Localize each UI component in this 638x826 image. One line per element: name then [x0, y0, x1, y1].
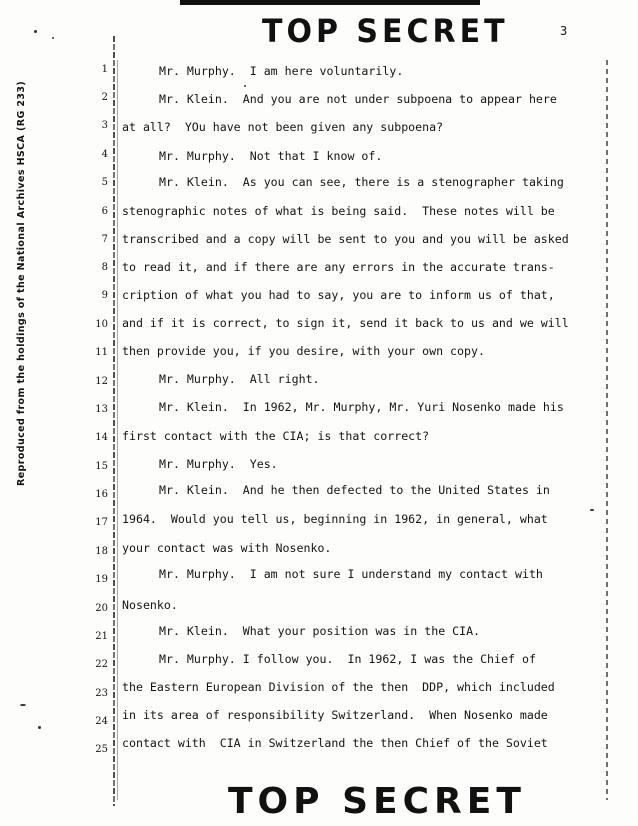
line-number: 12: [95, 376, 108, 387]
transcript-line: cription of what you had to say, you are to inform us of that,: [122, 288, 555, 302]
line-number: 6: [101, 206, 108, 217]
line-number: 24: [95, 716, 108, 727]
line-number: 7: [101, 234, 108, 245]
transcript-line: stenographic notes of what is being said. These notes will be: [122, 204, 555, 218]
scan-speck: [38, 726, 41, 729]
transcript-line: contact with CIA in Switzerland the then Chief of the Soviet: [122, 736, 548, 750]
line-number: 11: [95, 347, 108, 358]
top-secret-stamp-header: TOP SECRET: [262, 12, 509, 51]
archive-side-note: Reproduced from the holdings of the National Archives HSCA (RG 233): [16, 80, 27, 486]
line-number: 14: [95, 432, 108, 443]
line-number: 15: [95, 461, 108, 472]
transcript-line: Mr. Klein. As you can see, there is a stenographer taking: [159, 175, 564, 189]
transcript-line: then provide you, if you desire, with your own copy.: [122, 344, 485, 358]
line-number: 16: [95, 489, 108, 500]
transcript-line: 1964. Would you tell us, beginning in 1962, in general, what: [122, 512, 548, 526]
transcript-line: Mr. Klein. And he then defected to the United States in: [159, 483, 550, 497]
left-margin-rule-inner: [117, 60, 118, 800]
left-margin-rule: [113, 36, 115, 806]
line-number: 2: [101, 92, 108, 103]
line-number: 5: [101, 177, 108, 188]
transcript-line: at all? YOu have not been given any subpoena?: [122, 120, 444, 134]
top-edge-bar: [180, 0, 480, 5]
line-number: 22: [95, 659, 108, 670]
transcript-line: Mr. Klein. What your position was in the CIA.: [159, 624, 481, 638]
transcript-line: transcribed and a copy will be sent to you and you will be asked: [122, 232, 569, 246]
line-number: 19: [95, 574, 108, 585]
transcript-line: Mr. Murphy. Not that I know of.: [159, 149, 383, 163]
line-number: 21: [95, 631, 108, 642]
line-number: 10: [95, 319, 108, 330]
scan-speck: [34, 30, 37, 33]
line-number: 3: [101, 120, 108, 131]
line-number: 25: [95, 744, 108, 755]
transcript-line: and if it is correct, to sign it, send it back to us and we will: [122, 316, 569, 330]
transcript-line: Mr. Murphy. I am here voluntarily.: [159, 64, 404, 78]
line-number: 8: [101, 262, 108, 273]
line-number: 23: [95, 688, 108, 699]
line-number: 17: [95, 517, 108, 528]
line-number: 1: [101, 64, 108, 75]
line-number: 9: [101, 290, 108, 301]
line-number: 4: [101, 149, 108, 160]
transcript-line: your contact was with Nosenko.: [122, 541, 332, 555]
transcript-line: first contact with the CIA; is that correct?: [122, 429, 430, 443]
transcript-line: Mr. Murphy. All right.: [159, 372, 320, 386]
transcript-line: Mr. Klein. And you are not under subpoena to appear here: [159, 92, 557, 106]
transcript-line: to read it, and if there are any errors in the accurate trans-: [122, 260, 555, 274]
transcript-line: in its area of responsibility Switzerland. When Nosenko made: [122, 708, 548, 722]
transcript-line: Mr. Murphy. I follow you. In 1962, I was the Chief of: [159, 652, 536, 666]
line-number: 13: [95, 404, 108, 415]
scan-speck: [20, 704, 26, 706]
right-margin-rule: [606, 60, 608, 800]
transcript-line: Mr. Klein. In 1962, Mr. Murphy, Mr. Yuri Nosenko made his: [159, 400, 564, 414]
transcript-line: the Eastern European Division of the then DDP, which included: [122, 680, 555, 694]
line-number: 18: [95, 546, 108, 557]
transcript-line: Mr. Murphy. Yes.: [159, 457, 278, 471]
transcript-line: Nosenko.: [122, 598, 178, 612]
scan-speck: [590, 509, 594, 511]
scan-speck: [244, 85, 246, 87]
page-number: 3: [560, 24, 568, 38]
transcript-line: Mr. Murphy. I am not sure I understand my contact with: [159, 567, 543, 581]
top-secret-stamp-footer: TOP SECRET: [228, 781, 526, 822]
scan-speck: [52, 37, 54, 39]
line-number: 20: [95, 603, 108, 614]
